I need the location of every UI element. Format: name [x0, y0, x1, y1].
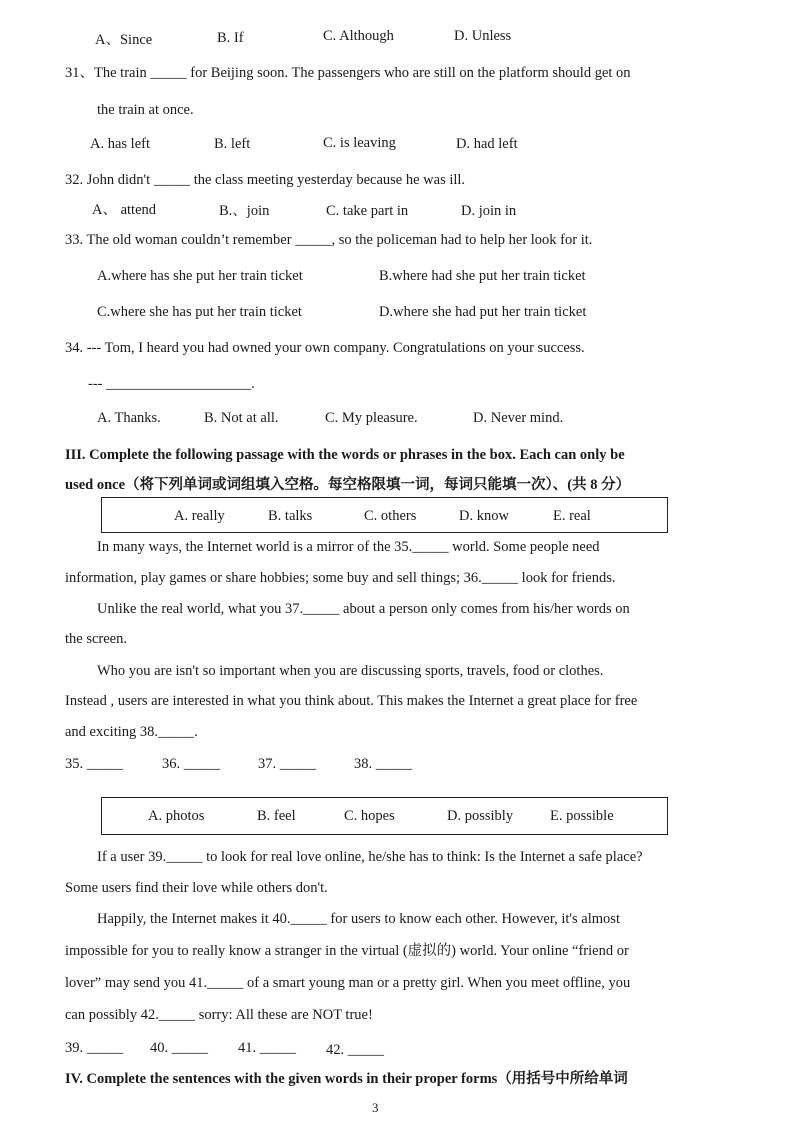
q34-option-c: C. My pleasure.	[325, 410, 418, 426]
q32-option-a: A、 attend	[92, 202, 157, 218]
answer-41: 41. _____	[238, 1040, 296, 1056]
passage1-para2-line1: Unlike the real world, what you 37._____ about a person only comes from his/her words on	[97, 601, 630, 617]
q31-option-c: C. is leaving	[323, 135, 396, 151]
word-box-2-b: B. feel	[257, 808, 296, 824]
section3-title-cont: used once（将下列单词或词组填入空格。每空格限填一词，每词只能填一次）、(共 8 分）	[65, 477, 631, 493]
section4-title: IV. Complete the sentences with the given words in their proper forms（用括号中所给单词	[65, 1071, 628, 1087]
q30-option-d: D. Unless	[454, 28, 512, 44]
answer-39: 39. _____	[65, 1040, 123, 1056]
passage1-para1-line2: information, play games or share hobbies; some buy and sell things; 36._____ look for friends.	[65, 570, 616, 586]
q33-option-b: B.where had she put her train ticket	[379, 268, 586, 284]
q31-stem: 31、The train _____ for Beijing soon. The passengers who are still on the platform should get on	[65, 65, 631, 81]
word-box-2-e: E. possible	[550, 808, 614, 824]
q33-option-d: D.where she had put her train ticket	[379, 304, 587, 320]
answer-37: 37. _____	[258, 756, 316, 772]
passage2-para2-line2: impossible for you to really know a stranger in the virtual (虚拟的) world. Your online “friend or	[65, 943, 629, 959]
passage2-para2-line3: lover” may send you 41._____ of a smart young man or a pretty girl. When you meet offline, you	[65, 975, 631, 991]
answer-42: 42. _____	[326, 1042, 384, 1058]
q30-option-b: B. If	[217, 30, 244, 46]
passage2-para2-line1: Happily, the Internet makes it 40._____ for users to know each other. However, it's almost	[97, 911, 620, 927]
page-number: 3	[372, 1100, 379, 1115]
q32-option-b: B.、join	[219, 203, 270, 219]
passage1-para3-line1: Who you are isn't so important when you are discussing sports, travels, food or clothes.	[97, 663, 604, 679]
answer-38: 38. _____	[354, 756, 412, 772]
word-box-1-b: B. talks	[268, 508, 313, 524]
passage1-para3-line3: and exciting 38._____.	[65, 724, 198, 740]
passage1-para3-line2: Instead , users are interested in what you think about. This makes the Internet a great place for free	[65, 693, 638, 709]
q31-option-d: D. had left	[456, 136, 518, 152]
passage2-para1-line2: Some users find their love while others don't.	[65, 880, 328, 896]
word-box-1	[101, 497, 668, 533]
word-box-2-a: A. photos	[148, 808, 205, 824]
q33-option-c: C.where she has put her train ticket	[97, 304, 302, 320]
passage2-para2-line4: can possibly 42._____ sorry: All these are NOT true!	[65, 1007, 373, 1023]
word-box-2	[101, 797, 668, 835]
answer-40: 40. _____	[150, 1040, 208, 1056]
q32-stem: 32. John didn't _____ the class meeting yesterday because he was ill.	[65, 172, 466, 188]
word-box-1-e: E. real	[553, 508, 591, 524]
passage2-para1-line1: If a user 39._____ to look for real love online, he/she has to think: Is the Internet a safe place?	[97, 849, 643, 865]
q33-stem: 33. The old woman couldn’t remember _____, so the policeman had to help her look for it.	[65, 232, 593, 248]
passage1-para2-line2: the screen.	[65, 631, 127, 647]
passage1-para1-line1: In many ways, the Internet world is a mirror of the 35._____ world. Some people need	[97, 539, 600, 555]
word-box-2-d: D. possibly	[447, 808, 514, 824]
word-box-1-d: D. know	[459, 508, 509, 524]
section3-title: III. Complete the following passage with the words or phrases in the box. Each can only be	[65, 447, 625, 463]
q30-option-c: C. Although	[323, 28, 394, 44]
q34-option-b: B. Not at all.	[204, 410, 279, 426]
q34-response-blank: --- ____________________.	[88, 376, 255, 392]
q30-option-a: A、Since	[95, 32, 153, 48]
word-box-1-a: A. really	[174, 508, 225, 524]
q34-option-d: D. Never mind.	[473, 410, 564, 426]
q34-stem: 34. --- Tom, I heard you had owned your own company. Congratulations on your success.	[65, 340, 585, 356]
word-box-2-c: C. hopes	[344, 808, 395, 824]
word-box-1-c: C. others	[364, 508, 417, 524]
answer-36: 36. _____	[162, 756, 220, 772]
answer-35: 35. _____	[65, 756, 123, 772]
q33-option-a: A.where has she put her train ticket	[97, 268, 303, 284]
q31-stem-cont: the train at once.	[97, 102, 194, 118]
q34-option-a: A. Thanks.	[97, 410, 161, 426]
q32-option-d: D. join in	[461, 203, 517, 219]
q31-option-b: B. left	[214, 136, 251, 152]
q32-option-c: C. take part in	[326, 203, 409, 219]
q31-option-a: A. has left	[90, 136, 150, 152]
